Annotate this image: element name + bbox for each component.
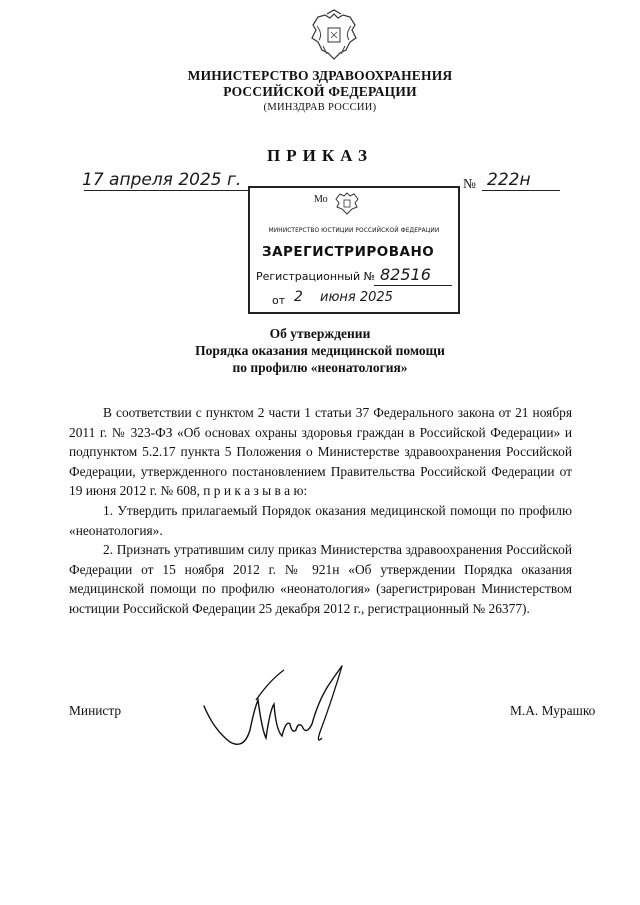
- stamp-reg-label: Регистрационный №: [256, 270, 376, 283]
- order-body: [69, 403, 572, 619]
- ministry-name-line2: РОССИЙСКОЙ ФЕДЕРАЦИИ: [223, 84, 417, 99]
- stamp-organization: МИНИСТЕРСТВО ЮСТИЦИИ РОССИЙСКОЙ ФЕДЕРАЦИИ: [268, 226, 440, 234]
- stamp-reg-date: июня 2025: [320, 290, 393, 305]
- city-partial: Мо: [314, 194, 328, 205]
- clause-1-paragraph: 1. Утвердить прилагаемый Порядок оказания медицинской помощи по профилю «неонатология».: [69, 502, 572, 538]
- order-number-handwritten: 222н: [487, 170, 531, 190]
- signatory-position: Министр: [69, 703, 122, 718]
- date-underline: [84, 190, 248, 191]
- stamp-emblem-icon: [333, 190, 361, 216]
- order-date-handwritten: 17 апреля 2025 г.: [82, 170, 242, 190]
- stamp-status: ЗАРЕГИСТРИРОВАНО: [262, 244, 435, 260]
- clause-2-paragraph: 2. Признать утратившим силу приказ Министерства здравоохранения Российской Федерации от 15 ноября 2012 г. № 921н «Об утверждении Порядка оказания медицинской помощи по профилю «неонатология» (зарегистрирован Министерством юстиции Российской Федерации 25 декабря 2012 г., регистрационный № 26377).: [69, 542, 572, 616]
- coat-of-arms-emblem: [305, 8, 363, 64]
- registration-stamp: [248, 186, 460, 314]
- signatory-name: М.А. Мурашко: [510, 703, 596, 718]
- order-title-line2: Порядка оказания медицинской помощи: [195, 343, 445, 358]
- order-title-line1: Об утверждении: [269, 326, 371, 341]
- ministry-short-name: (МИНЗДРАВ РОССИИ): [263, 102, 377, 113]
- order-number-label: №: [463, 176, 476, 191]
- handwritten-signature: [200, 660, 370, 750]
- stamp-from-label: от: [272, 294, 286, 307]
- ministry-name-line1: МИНИСТЕРСТВО ЗДРАВООХРАНЕНИЯ: [187, 68, 453, 83]
- stamp-reg-number-underline: [374, 285, 452, 286]
- preamble-paragraph: В соответствии с пунктом 2 части 1 статьи 37 Федерального закона от 21 ноября 2011 г. № 323-ФЗ «Об основах охраны здоровья граждан в Российской Федерации» и подпунктом 5.2.17 пункта 5 Положения о Министерстве здравоохранения Российской Федерации, утвержденного постановлением Правительства Российской Федерации от 19 июня 2012 г. № 608, п р и к а з ы в а ю:: [69, 405, 572, 499]
- stamp-reg-number: 82516: [380, 265, 431, 284]
- order-title-line3: по профилю «неонатология»: [232, 360, 408, 375]
- document-type-heading: ПРИКАЗ: [267, 146, 373, 165]
- number-underline: [482, 190, 560, 191]
- stamp-reg-day: 2: [294, 289, 303, 305]
